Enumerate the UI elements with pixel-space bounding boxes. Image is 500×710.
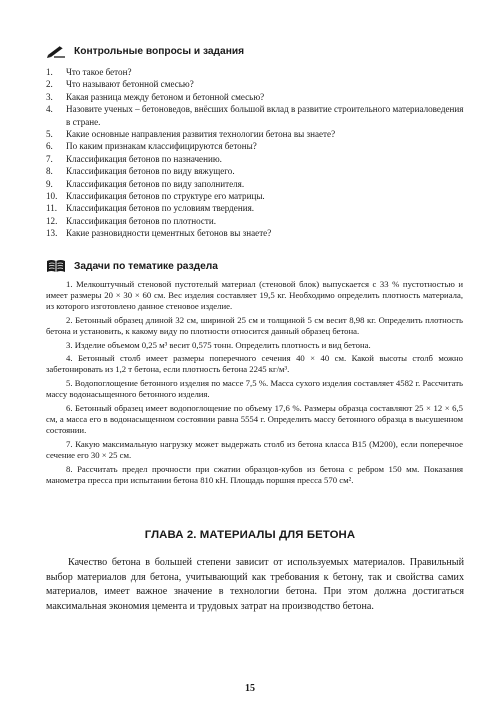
question-text: Классификация бетонов по виду вяжущего. xyxy=(66,166,235,177)
question-number: 11. xyxy=(46,203,58,214)
question-text: По каким признакам классифицируются бетоны? xyxy=(66,141,257,152)
question-item xyxy=(46,103,466,128)
question-number: 9. xyxy=(46,178,53,189)
question-text: Классификация бетонов по условиям твердения. xyxy=(66,203,255,214)
chapter-title: ГЛАВА 2. МАТЕРИАЛЫ ДЛЯ БЕТОНА xyxy=(144,529,356,541)
question-item xyxy=(46,153,466,165)
question-number: 10. xyxy=(46,191,58,202)
question-text: Какие разновидности цементных бетонов вы знаете? xyxy=(66,228,272,239)
question-number: 6. xyxy=(46,141,53,152)
open-book-icon xyxy=(46,259,66,273)
question-item xyxy=(46,66,466,78)
chapter-paragraph: Качество бетона в большей степени зависит от используемых материалов. Правильный выбор материалов для бетона, учитывающий как требования к бетону, так и свойства самих материалов, имеет важное значение в технологии бетона. При этом должна достигаться максимальная экономия цемента и трудовых затрат на производство бетона. xyxy=(46,557,464,612)
question-text: Классификация бетонов по назначению. xyxy=(66,153,222,164)
tasks-list xyxy=(46,279,463,486)
question-text: Что такое бетон? xyxy=(66,67,132,77)
question-item xyxy=(46,140,466,152)
question-text: Классификация бетонов по виду заполнителя. xyxy=(66,178,245,189)
question-item xyxy=(46,227,466,239)
question-number: 1. xyxy=(46,67,53,77)
question-number: 4. xyxy=(46,104,53,115)
question-text: Какие основные направления развития технологии бетона вы знаете? xyxy=(66,129,336,140)
question-item xyxy=(46,202,466,214)
question-text: Какая разница между бетоном и бетонной смесью? xyxy=(66,91,265,102)
question-number: 7. xyxy=(46,153,53,164)
question-text: Классификация бетонов по структуре его матрицы. xyxy=(66,191,265,202)
question-number: 8. xyxy=(46,166,53,177)
question-number: 13. xyxy=(46,228,58,239)
question-item xyxy=(46,78,466,90)
question-item xyxy=(46,190,466,202)
questions-heading xyxy=(46,44,244,58)
task-item: 2. Бетонный образец длиной 32 см, шириной 25 см и толщиной 5 см весит 8,98 кг. Определить плотность бетона и установить, к какому виду по плотности относится данный образец бетона. xyxy=(46,314,463,336)
task-item: 5. Водопоглощение бетонного изделия по массе 7,5 %. Масса сухого изделия составляет 4582 г. Рассчитать массу водонасыщенного бетонного изделия. xyxy=(46,378,463,400)
question-text: Классификация бетонов по плотности. xyxy=(66,215,217,226)
questions-title: Контрольные вопросы и задания xyxy=(74,45,245,57)
question-item xyxy=(46,165,466,177)
task-item: 7. Какую максимальную нагрузку может выдержать столб из бетона класса B15 (M200), если поперечное сечение его 30 × 25 см. xyxy=(46,438,463,460)
question-text: Что называют бетонной смесью? xyxy=(66,79,194,90)
task-item: 3. Изделие объемом 0,25 м³ весит 0,575 тонн. Определить плотность и вид бетона. xyxy=(66,339,371,350)
tasks-title: Задачи по тематике раздела xyxy=(74,260,218,272)
question-item xyxy=(46,128,466,140)
question-text: Назовите ученых – бетоноведов, внёсших большой вклад в развитие строительного материаловедения в стране. xyxy=(66,104,464,127)
question-item xyxy=(46,215,466,227)
question-item xyxy=(46,178,466,190)
question-number: 5. xyxy=(46,129,53,140)
task-item: 4. Бетонный столб имеет размеры поперечного сечения 40 × 40 см. Какой высоты столб можно забетонировать из 1,2 т бетона, если плотность бетона 2245 кг/м³. xyxy=(46,353,463,375)
task-item: 8. Рассчитать предел прочности при сжатии образцов-кубов из бетона с ребром 150 мм. Показания манометра пресса при испытании бетона 810 кН. Площадь поршня пресса 570 см². xyxy=(46,463,463,485)
page-number: 15 xyxy=(245,683,255,694)
question-number: 3. xyxy=(46,91,53,102)
pencil-writing-icon xyxy=(46,44,66,58)
task-item: 1. Мелкоштучный стеновой пустотелый материал (стеновой блок) выпускается с 33 % пустотностью и имеет размеры 20 × 30 × 60 см. Вес изделия составляет 19,5 кг. Необходимо определить плотность материала, из которого изготовлено данное стеновое изделие. xyxy=(46,279,463,312)
tasks-heading xyxy=(46,259,218,273)
question-number: 2. xyxy=(46,79,53,90)
questions-list xyxy=(46,66,466,240)
question-number: 12. xyxy=(46,215,58,226)
task-item: 6. Бетонный образец имеет водопоглощение по объему 17,6 %. Размеры образца составляют 25 × 12 × 6,5 см, а масса его в водонасыщенном состоянии равна 5554 г. Определить массу бетонного образца в высушенном состоянии. xyxy=(46,402,463,436)
question-item xyxy=(46,91,466,103)
